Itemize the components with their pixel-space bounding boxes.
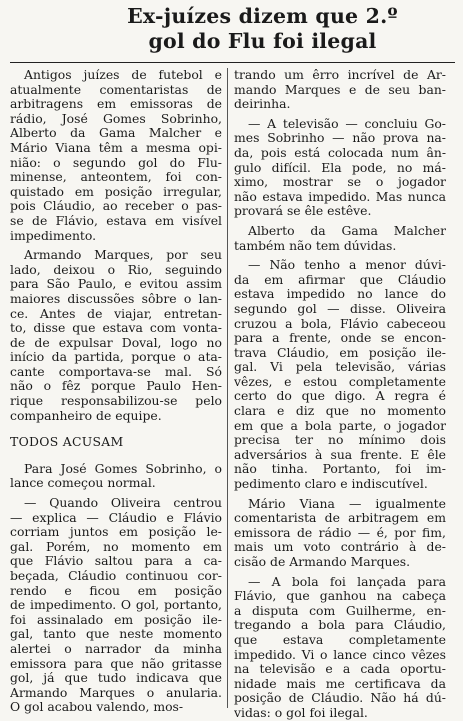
headline: [10, 4, 455, 54]
text-line: — A televisão — concluiu Go-: [248, 116, 446, 131]
text-line: precisa ter no mínimo dois: [234, 433, 446, 448]
text-line: foi assinalado em posição ile-: [10, 612, 222, 627]
text-line: impedido. Vi o lance cinco vêzes: [234, 647, 446, 662]
text-line: Flávio, que ganhou na cabeça: [234, 589, 446, 604]
text-line: mais um voto contrário à de-: [234, 540, 446, 555]
text-line: gal. Vi pela televisão, várias: [234, 360, 446, 375]
text-line: Armando Marques o anularia.: [10, 685, 222, 700]
paragraph: [10, 496, 222, 715]
text-line: provará se êle estêve.: [234, 204, 372, 219]
paragraph: [234, 497, 446, 570]
text-line: nidade mais me certificava da: [234, 676, 446, 691]
text-line: Armando Marques, por seu: [24, 248, 222, 263]
left-column: [10, 68, 222, 715]
text-line: companheiro de equipe.: [10, 408, 162, 423]
text-line: gal. Porém, no momento em: [10, 539, 222, 554]
text-line: para a frente, onde se encon-: [234, 331, 446, 346]
text-line: mando Marques e de seu ban-: [234, 82, 446, 97]
paragraph: [234, 224, 446, 253]
paragraph: [234, 68, 446, 112]
text-line: lance começou normal.: [10, 476, 156, 491]
text-line: a disputa com Guilherme, en-: [234, 603, 446, 618]
paragraph: [10, 248, 222, 423]
text-line: não tinha. Portanto, foi im-: [234, 462, 446, 477]
text-line: nião: o segundo gol do Flu-: [10, 155, 222, 170]
text-line: — A bola foi lançada para: [248, 574, 446, 589]
text-line: da, pois está colocada num ân-: [234, 145, 446, 160]
text-line: deirinha.: [234, 97, 291, 112]
text-line: Mário Viana — igualmente: [248, 496, 446, 511]
text-line: de impedimento. O gol, portanto,: [10, 598, 222, 613]
text-line: trava Cláudio, em posição ile-: [234, 345, 446, 360]
text-line: Mário Viana têm a mesma opi-: [10, 140, 222, 155]
text-line: não o fêz porque Paulo Hen-: [10, 379, 222, 394]
subheading: TODOS ACUSAM: [10, 434, 124, 450]
text-line: se de Flávio, estava em visível: [10, 213, 222, 228]
text-line: pedimento claro e indiscutível.: [234, 477, 428, 492]
text-line: da em afirmar que Cláudio: [234, 272, 446, 287]
text-line: emissora para que não gritasse: [10, 656, 222, 671]
paragraph: [234, 258, 446, 492]
text-line: Antigos juízes de futebol e: [24, 68, 222, 82]
text-line: tregando a bola para Cláudio,: [234, 618, 446, 633]
text-line: corriam juntos em posição le-: [10, 525, 222, 540]
text-line: minense, anteontem, foi con-: [10, 170, 222, 185]
text-line: gal, tanto que neste momento: [10, 627, 222, 642]
text-line: ximo, mostrar se o jogador: [234, 175, 446, 190]
text-line: — Quando Oliveira centrou: [24, 496, 222, 511]
text-line: clara e diz que no momento: [234, 404, 446, 419]
text-line: cruzou a bola, Flávio cabeceou: [234, 316, 446, 331]
text-line: to, disse que estava com vonta-: [10, 321, 222, 336]
text-line: — explica — Cláudio e Flávio: [10, 510, 222, 525]
text-line: também não tem dúvidas.: [234, 238, 397, 253]
text-line: posição de Cláudio. Não há dú-: [234, 691, 446, 706]
text-line: mes Sobrinho — não prova na-: [234, 131, 446, 146]
article-body: [10, 68, 455, 720]
text-line: quistado em posição irregular,: [10, 184, 222, 199]
text-line: impedimento.: [10, 228, 97, 243]
text-line: Para José Gomes Sobrinho, o: [24, 461, 222, 476]
text-line: comentarista de arbitragem em: [234, 511, 446, 526]
headline-line-1: Ex-juízes dizem que 2.º: [127, 4, 398, 28]
text-line: Alberto da Gama Malcher e: [10, 126, 222, 141]
text-line: adversários à sua frente. E êle: [234, 447, 446, 462]
text-line: atualmente comentaristas de: [10, 82, 222, 97]
text-line: ce. Antes de viajar, entretan-: [10, 306, 222, 321]
text-line: lado, deixou o Rio, seguindo: [10, 262, 222, 277]
text-line: gol, já que tudo indicava que: [10, 671, 222, 686]
text-line: para São Paulo, e evitou assim: [10, 277, 222, 292]
text-line: vêzes, e estou completamente: [234, 374, 446, 389]
paragraph: [234, 575, 446, 721]
text-line: rádio, José Gomes Sobrinho,: [10, 111, 222, 126]
text-line: rique responsabilizou-se pelo: [10, 394, 222, 409]
text-line: vidas: o gol foi ilegal.: [234, 705, 368, 720]
text-line: emissora de rádio — é, por fim,: [234, 525, 446, 540]
text-line: segundo gol — disse. Oliveira: [234, 301, 446, 316]
text-line: maiores discussões sôbre o lan-: [10, 291, 222, 306]
paragraph: [10, 68, 222, 243]
text-line: Alberto da Gama Malcher: [248, 223, 446, 238]
right-column: [234, 68, 446, 721]
text-line: — Não tenho a menor dúvi-: [248, 258, 446, 273]
headline-rule: [10, 62, 455, 63]
text-line: não estava impedido. Mas nunca: [234, 189, 446, 204]
text-line: beçada, Cláudio continuou cor-: [10, 569, 222, 583]
text-line: alertei o narrador da minha: [10, 641, 222, 656]
text-line: trando um êrro incrível de Ar-: [234, 68, 446, 82]
text-line: estava impedido no lance do: [234, 287, 446, 302]
headline-line-2: gol do Flu foi ilegal: [148, 29, 377, 53]
text-line: gulo difícil. Ela pode, no má-: [234, 160, 446, 175]
text-line: pois Cláudio, ao receber o pas-: [10, 199, 222, 214]
text-line: na televisão e a cada oportu-: [234, 662, 446, 677]
text-line: cisão de Armando Marques.: [234, 555, 411, 569]
text-line: arbitragens em emissoras de: [10, 97, 222, 112]
text-line: certo do que digo. A regra é: [234, 389, 446, 404]
paragraph: [10, 462, 222, 491]
text-line: cante comportava-se mal. Só: [10, 364, 222, 379]
text-line: em que a bola parte, o jogador: [234, 418, 446, 433]
column-divider: [227, 68, 228, 708]
text-line: de de expulsar Doval, logo no: [10, 335, 222, 350]
text-line: O gol acabou valendo, mos-: [10, 700, 184, 715]
text-line: rendo e ficou em posição: [10, 583, 222, 598]
text-line: que Flávio saltou para a ca-: [10, 554, 222, 569]
text-line: início da partida, porque o ata-: [10, 350, 222, 365]
paragraph: [234, 117, 446, 219]
text-line: que estava completamente: [234, 632, 446, 647]
